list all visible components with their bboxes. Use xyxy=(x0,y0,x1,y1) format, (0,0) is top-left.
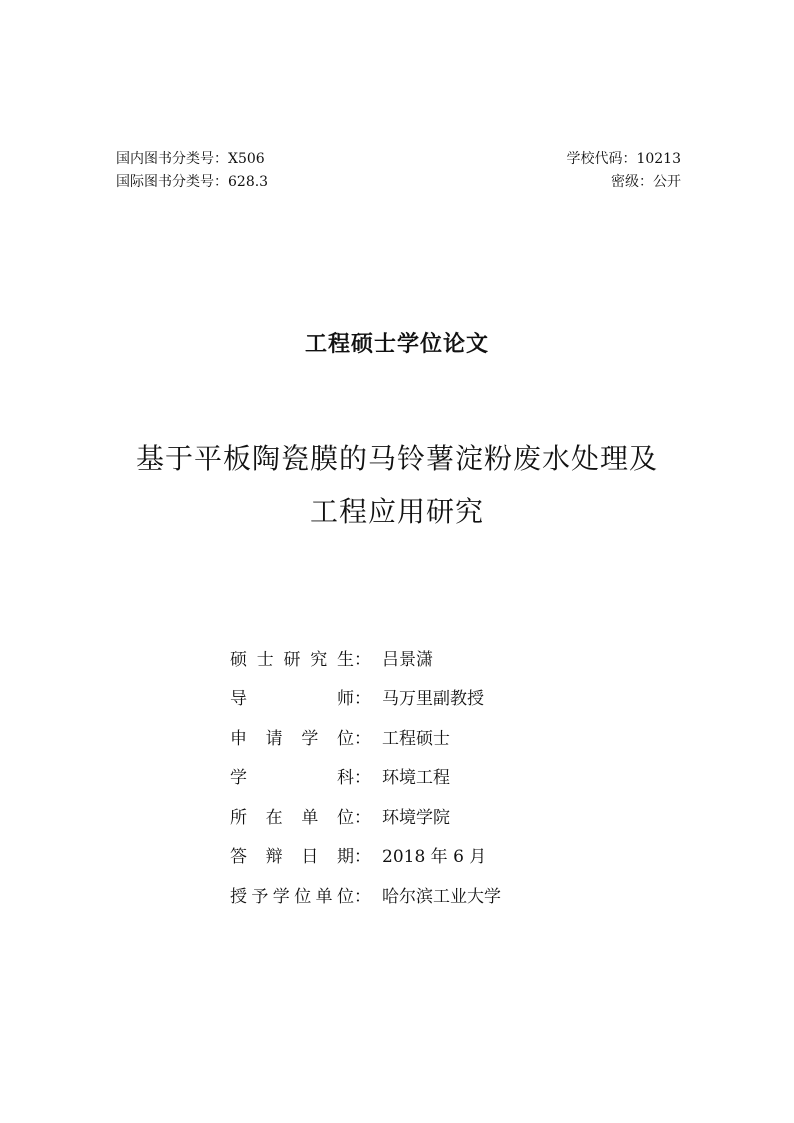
international-classification: 国际图书分类号：628.3 xyxy=(116,174,269,190)
info-label: 导师 xyxy=(230,689,354,709)
info-colon: ： xyxy=(354,689,371,709)
info-label: 答辩日期 xyxy=(230,847,354,867)
info-colon: ： xyxy=(354,847,371,867)
school-code: 学校代码：10213 xyxy=(566,151,681,167)
info-colon: ： xyxy=(354,650,371,670)
info-value: 工程硕士 xyxy=(382,729,450,749)
info-value: 环境工程 xyxy=(382,768,450,788)
info-value: 2018 年 6 月 xyxy=(382,847,487,867)
info-label: 学科 xyxy=(230,768,354,788)
info-colon: ： xyxy=(354,768,371,788)
info-label: 申请学位 xyxy=(230,729,354,749)
thesis-title-line-2: 工程应用研究 xyxy=(309,495,484,528)
info-colon: ： xyxy=(354,729,371,749)
domestic-classification: 国内图书分类号：X506 xyxy=(116,151,265,167)
degree-type-heading: 工程硕士学位论文 xyxy=(304,332,489,357)
info-value: 哈尔滨工业大学 xyxy=(382,887,501,907)
info-label: 硕士研究生 xyxy=(230,650,354,670)
info-label: 所在单位 xyxy=(230,808,354,828)
info-value: 马万里副教授 xyxy=(382,689,484,709)
info-colon: ： xyxy=(354,887,371,907)
info-value: 吕景潇 xyxy=(382,650,433,670)
info-value: 环境学院 xyxy=(382,808,450,828)
thesis-title-line-1: 基于平板陶瓷膜的马铃薯淀粉废水处理及 xyxy=(135,442,658,475)
secrecy-level: 密级：公开 xyxy=(611,174,681,190)
info-label: 授予学位单位 xyxy=(230,887,354,907)
info-colon: ： xyxy=(354,808,371,828)
